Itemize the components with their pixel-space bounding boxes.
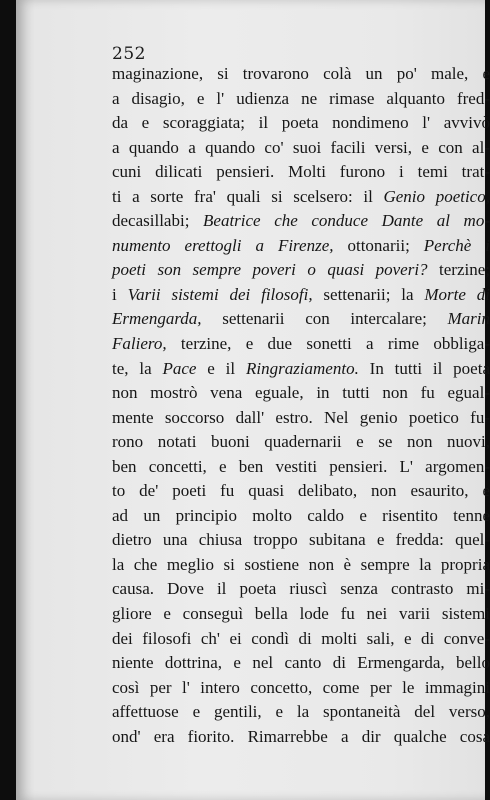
text-segment: gliore e conseguì bella lode fu nei varii sistemi: [112, 604, 490, 624]
text-segment: la che meglio si sostiene non è sempre la propria: [112, 554, 490, 574]
text-line: [112, 602, 490, 627]
text-line: [112, 332, 490, 357]
text-segment: cuni dilicati pensieri. Molti furono i temi trat-: [112, 162, 490, 182]
text-line: [112, 258, 490, 283]
text-line: [112, 357, 490, 382]
text-line: [112, 62, 490, 87]
text-segment: ben concetti, e ben vestiti pensieri. L' argomen-: [112, 456, 490, 476]
text-segment: così per l' intero concetto, come per le immagini: [112, 677, 490, 697]
text-segment: dietro una chiusa troppo subitana e fredda: quel-: [112, 530, 490, 550]
text-line: [112, 528, 490, 553]
text-segment: to de' poeti fu quasi delibato, non esaurito, e: [112, 481, 490, 501]
text-segment: e il: [196, 358, 246, 378]
text-line: [112, 307, 490, 332]
text-line: [112, 209, 490, 234]
text-segment: affettuose e gentili, e la spontaneità del verso,: [112, 702, 490, 722]
text-segment: settenarii con intercalare;: [201, 309, 448, 329]
text-line: [112, 479, 490, 504]
text-line: [112, 381, 490, 406]
italic-text: Perchè i: [423, 235, 490, 255]
text-segment: ottonarii;: [333, 235, 424, 255]
text-segment: ad un principio molto caldo e risentito tenne: [112, 505, 490, 525]
text-line: [112, 700, 490, 725]
book-page: [16, 0, 490, 800]
italic-text: Ringraziamento.: [245, 358, 359, 378]
text-segment: non mostrò vena eguale, in tutti non fu egual-: [112, 383, 490, 403]
page-number: 252: [112, 44, 146, 64]
text-segment: mente soccorso dall' estro. Nel genio poetico fu-: [112, 407, 490, 427]
text-line: [112, 627, 490, 652]
italic-text: Pace: [162, 358, 197, 378]
italic-text: poeti son sempre poveri o quasi poveri?: [112, 260, 428, 280]
text-segment: niente dottrina, e nel canto di Ermengarda, bello: [112, 653, 490, 673]
text-segment: terzine;: [427, 260, 490, 280]
text-segment: settenarii; la: [312, 284, 425, 304]
text-segment: i: [112, 284, 128, 304]
text-line: [112, 553, 490, 578]
text-line: [112, 504, 490, 529]
text-line: [112, 234, 490, 259]
italic-text: Marin: [447, 309, 490, 329]
italic-text: Morte di: [424, 284, 490, 304]
text-segment: ti a sorte fra' quali si scelsero: il: [112, 186, 384, 206]
text-line: [112, 676, 490, 701]
text-line: [112, 406, 490, 431]
text-segment: da e scoraggiata; il poeta nondimeno l' avvivò: [112, 113, 490, 133]
text-line: [112, 725, 490, 750]
text-line: [112, 651, 490, 676]
text-line: [112, 160, 490, 185]
italic-text: Ermengarda,: [112, 309, 202, 329]
text-segment: decasillabi;: [112, 211, 204, 231]
text-segment: a disagio, e l' udienza ne rimase alquanto fred-: [112, 88, 490, 108]
text-segment: terzine, e due sonetti a rime obbliga-: [166, 334, 490, 354]
italic-text: Varii sistemi dei filosofi,: [127, 284, 313, 304]
italic-text: Genio poetico,: [383, 186, 490, 206]
text-segment: dei filosofi ch' ei condì di molti sali, e di conve-: [112, 628, 490, 648]
text-line: [112, 455, 490, 480]
text-segment: ond' era fiorito. Rimarrebbe a dir qualche cosa: [112, 726, 490, 746]
italic-text: Faliero,: [112, 334, 167, 354]
text-segment: rono notati buoni quadernarii e se non nuovi,: [112, 432, 490, 452]
text-line: [112, 577, 490, 602]
text-line: [112, 185, 490, 210]
text-segment: In tutti il poeta: [358, 358, 490, 378]
text-line: [112, 87, 490, 112]
text-line: [112, 136, 490, 161]
italic-text: numento erettogli a Firenze,: [112, 235, 334, 255]
text-line: [112, 430, 490, 455]
text-segment: causa. Dove il poeta riuscì senza contrasto mi-: [112, 579, 490, 599]
body-text: [112, 62, 490, 749]
text-segment: maginazione, si trovarono colà un po' male, e: [112, 64, 490, 83]
text-line: [112, 283, 490, 308]
text-segment: te, la: [112, 358, 163, 378]
italic-text: Beatrice che conduce Dante al mo-: [203, 211, 490, 231]
text-line: [112, 111, 490, 136]
text-segment: a quando a quando co' suoi facili versi, e con al-: [112, 137, 490, 157]
